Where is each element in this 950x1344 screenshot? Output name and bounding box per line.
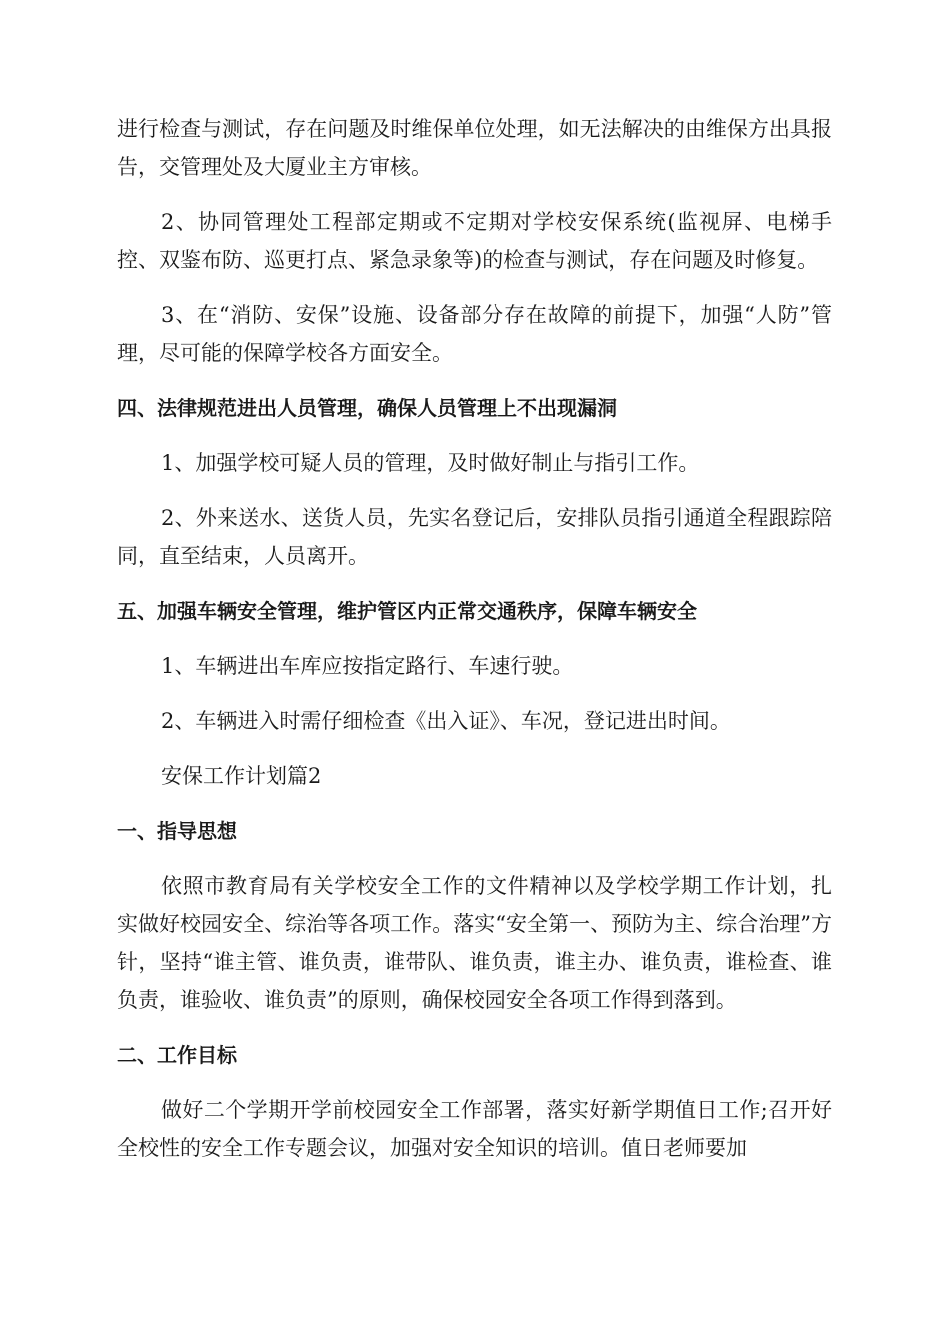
paragraph-continued: 进行检查与测试，存在问题及时维保单位处理，如无法解决的由维保方出具报告，交管理处及大厦业主方审核。 — [117, 117, 832, 179]
paragraph-item-2: 2、车辆进入时需仔细检查《出入证》、车况，登记进出时间。 — [161, 709, 731, 733]
section-heading-5: 五、加强车辆安全管理，维护管区内正常交通秩序，保障车辆安全 — [117, 599, 697, 623]
paragraph-item-1: 1、加强学校可疑人员的管理，及时做好制止与指引工作。 — [161, 451, 700, 475]
document-subtitle: 安保工作计划篇2 — [161, 764, 322, 788]
document-body — [117, 110, 832, 1167]
paragraph-item-1: 1、车辆进出车库应按指定路行、车速行驶。 — [161, 654, 574, 678]
paragraph-work-goal: 做好二个学期开学前校园安全工作部署，落实好新学期值日工作;召开好全校性的安全工作专题会议，加强对安全知识的培训。值日老师要加 — [117, 1098, 832, 1160]
section-heading-2: 二、工作目标 — [117, 1043, 237, 1067]
paragraph-item-3: 3、在“消防、安保”设施、设备部分存在故障的前提下，加强“人防”管理，尽可能的保障学校各方面安全。 — [117, 303, 832, 365]
section-heading-1: 一、指导思想 — [117, 819, 237, 843]
paragraph-item-2: 2、协同管理处工程部定期或不定期对学校安保系统(监视屏、电梯手控、双鉴布防、巡更打点、紧急录象等)的检查与测试，存在问题及时修复。 — [117, 210, 832, 272]
paragraph-item-2: 2、外来送水、送货人员，先实名登记后，安排队员指引通道全程跟踪陪同，直至结束，人员离开。 — [117, 506, 832, 568]
section-heading-4: 四、法律规范进出人员管理，确保人员管理上不出现漏洞 — [117, 396, 617, 420]
paragraph-guiding-thought: 依照市教育局有关学校安全工作的文件精神以及学校学期工作计划，扎实做好校园安全、综治等各项工作。落实“安全第一、预防为主、综合治理”方针，坚持“谁主管、谁负责，谁带队、谁负责，谁主办、谁负责，谁检查、谁负责，谁验收、谁负责”的原则，确保校园安全各项工作得到落到。 — [117, 874, 832, 1012]
